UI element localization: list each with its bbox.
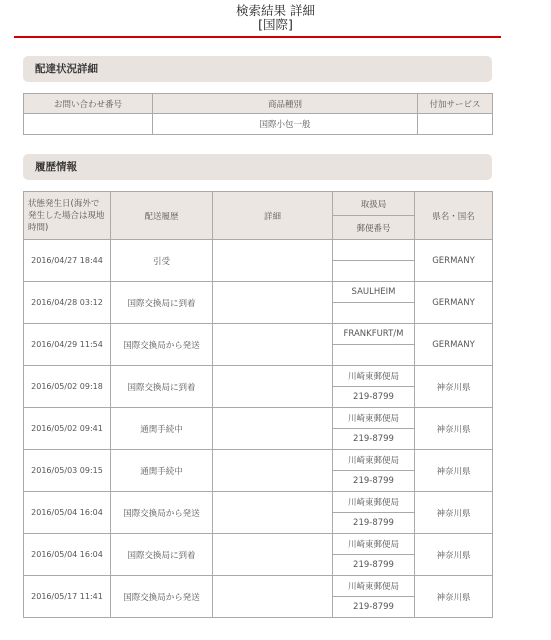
history-detail-cell <box>213 450 333 492</box>
history-row <box>24 282 493 303</box>
history-status-cell: 国際交換局から発送 <box>111 492 213 534</box>
history-office-cell: 川崎東郵便局 <box>333 450 415 471</box>
column-header-postal-code: 郵便番号 <box>333 216 415 240</box>
history-office-cell: 川崎東郵便局 <box>333 366 415 387</box>
history-row <box>24 366 493 387</box>
history-detail-cell <box>213 324 333 366</box>
history-date-cell: 2016/05/03 09:15 <box>24 450 111 492</box>
column-header-item-type: 商品種別 <box>153 94 418 114</box>
page-title-line1: 検索結果 詳細 <box>236 3 315 18</box>
history-status-cell: 引受 <box>111 240 213 282</box>
delivery-status-table <box>23 93 493 135</box>
column-header-extra-service: 付加サービス <box>418 94 493 114</box>
history-office-cell: 川崎東郵便局 <box>333 408 415 429</box>
column-header-date: 状態発生日(海外で発生した場合は現地時間) <box>24 192 111 240</box>
history-postal-cell <box>333 345 415 366</box>
column-header-tracking-number: お問い合わせ番号 <box>24 94 153 114</box>
history-region-cell: GERMANY <box>415 282 493 324</box>
history-detail-cell <box>213 282 333 324</box>
history-status-cell: 通関手続中 <box>111 408 213 450</box>
history-office-cell: SAULHEIM <box>333 282 415 303</box>
item-type-cell: 国際小包一般 <box>153 114 418 135</box>
history-date-cell: 2016/05/04 16:04 <box>24 492 111 534</box>
history-date-cell: 2016/04/27 18:44 <box>24 240 111 282</box>
history-region-cell: 神奈川県 <box>415 450 493 492</box>
history-region-cell: GERMANY <box>415 240 493 282</box>
history-status-cell: 国際交換局から発送 <box>111 576 213 618</box>
page-title-line2: [国際] <box>258 17 293 32</box>
history-date-cell: 2016/05/04 16:04 <box>24 534 111 576</box>
column-header-detail: 詳細 <box>213 192 333 240</box>
history-detail-cell <box>213 366 333 408</box>
history-postal-cell: 219-8799 <box>333 513 415 534</box>
history-status-cell: 国際交換局から発送 <box>111 324 213 366</box>
history-date-cell: 2016/05/02 09:18 <box>24 366 111 408</box>
history-office-cell: FRANKFURT/M <box>333 324 415 345</box>
history-region-cell: GERMANY <box>415 324 493 366</box>
history-postal-cell: 219-8799 <box>333 387 415 408</box>
history-region-cell: 神奈川県 <box>415 576 493 618</box>
history-office-cell: 川崎東郵便局 <box>333 576 415 597</box>
header-divider <box>14 36 501 38</box>
history-status-cell: 国際交換局に到着 <box>111 366 213 408</box>
history-section-header: 履歴情報 <box>23 154 492 180</box>
history-postal-cell: 219-8799 <box>333 471 415 492</box>
delivery-status-section-header: 配達状況詳細 <box>23 56 492 82</box>
history-region-cell: 神奈川県 <box>415 366 493 408</box>
history-postal-cell <box>333 261 415 282</box>
column-header-region: 県名・国名 <box>415 192 493 240</box>
history-status-cell: 国際交換局に到着 <box>111 282 213 324</box>
history-detail-cell <box>213 534 333 576</box>
history-detail-cell <box>213 492 333 534</box>
history-office-cell: 川崎東郵便局 <box>333 534 415 555</box>
history-detail-cell <box>213 576 333 618</box>
history-row <box>24 408 493 429</box>
history-date-cell: 2016/05/17 11:41 <box>24 576 111 618</box>
history-row <box>24 450 493 471</box>
history-status-cell: 通関手続中 <box>111 450 213 492</box>
history-row <box>24 324 493 345</box>
extra-service-cell <box>418 114 493 135</box>
history-date-cell: 2016/05/02 09:41 <box>24 408 111 450</box>
history-row <box>24 492 493 513</box>
history-region-cell: 神奈川県 <box>415 534 493 576</box>
history-row <box>24 240 493 261</box>
history-office-cell: 川崎東郵便局 <box>333 492 415 513</box>
history-postal-cell <box>333 303 415 324</box>
history-date-cell: 2016/04/28 03:12 <box>24 282 111 324</box>
tracking-number-cell <box>24 114 153 135</box>
history-office-cell <box>333 240 415 261</box>
history-postal-cell: 219-8799 <box>333 555 415 576</box>
history-region-cell: 神奈川県 <box>415 492 493 534</box>
history-region-cell: 神奈川県 <box>415 408 493 450</box>
history-postal-cell: 219-8799 <box>333 597 415 618</box>
page-title <box>0 4 551 32</box>
history-status-cell: 国際交換局に到着 <box>111 534 213 576</box>
history-postal-cell: 219-8799 <box>333 429 415 450</box>
column-header-office: 取扱局 <box>333 192 415 216</box>
history-date-cell: 2016/04/29 11:54 <box>24 324 111 366</box>
column-header-history: 配送履歴 <box>111 192 213 240</box>
history-detail-cell <box>213 408 333 450</box>
history-row <box>24 576 493 597</box>
history-row <box>24 534 493 555</box>
history-detail-cell <box>213 240 333 282</box>
history-table <box>23 191 493 618</box>
